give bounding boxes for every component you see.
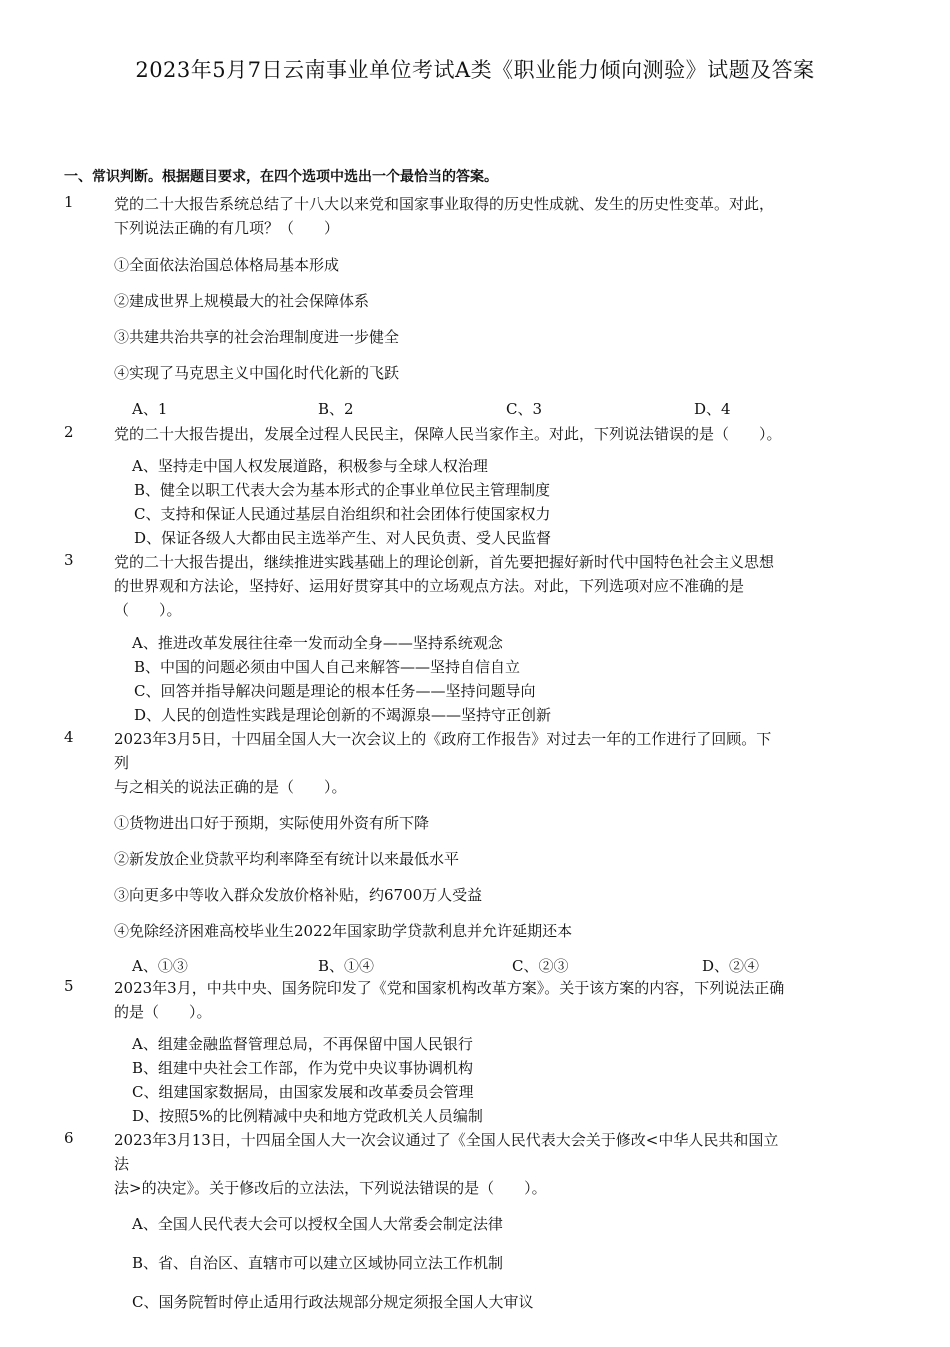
choice-c: C、3 [506, 400, 543, 418]
question-text-line: 2023年3月，中共中央、国务院印发了《党和国家机构改革方案》。关于该方案的内容，下列说法正确 [114, 979, 785, 997]
question-text-line: 2023年3月13日，十四届全国人大一次会议通过了《全国人民代表大会关于修改<中华人民共和国立 [114, 1131, 779, 1149]
statement: ①全面依法治国总体格局基本形成 [114, 256, 340, 274]
question-number: 5 [64, 977, 74, 995]
question-text-line: 党的二十大报告系统总结了十八大以来党和国家事业取得的历史性成就、发生的历史性变革。对此， [114, 195, 775, 213]
option-b: B、中国的问题必须由中国人自己来解答——坚持自信自立 [134, 658, 521, 676]
choice-b: B、①④ [318, 957, 375, 975]
section-heading: 一、常识判断。根据题目要求，在四个选项中选出一个最恰当的答案。 [64, 169, 498, 185]
option-a: A、全国人民代表大会可以授权全国人大常委会制定法律 [132, 1215, 503, 1233]
question-text-line: 党的二十大报告提出，继续推进实践基础上的理论创新，首先要把握好新时代中国特色社会主义思想 [114, 553, 775, 571]
option-b: B、健全以职工代表大会为基本形式的企事业单位民主管理制度 [134, 481, 551, 499]
statement: ④实现了马克思主义中国化时代化新的飞跃 [114, 364, 400, 382]
option-c: C、国务院暂时停止适用行政法规部分规定须报全国人大审议 [132, 1293, 534, 1311]
question-text-line: 2023年3月5日，十四届全国人大一次会议上的《政府工作报告》对过去一年的工作进行了回顾。下 [114, 730, 772, 748]
statement: ④免除经济困难高校毕业生2022年国家助学贷款利息并允许延期还本 [114, 922, 573, 940]
question-text-line: 下列说法正确的有几项？（ ） [114, 219, 340, 237]
option-a: A、坚持走中国人权发展道路，积极参与全球人权治理 [132, 457, 488, 475]
question-text-line: （ ）。 [114, 601, 182, 619]
option-a: A、推进改革发展往往牵一发而动全身——坚持系统观念 [132, 634, 503, 652]
choice-b: B、2 [318, 400, 354, 418]
question-text-line: 的是（ ）。 [114, 1003, 212, 1021]
choice-a: A、1 [132, 400, 168, 418]
question-number: 2 [64, 423, 74, 441]
option-c: C、支持和保证人民通过基层自治组织和社会团体行使国家权力 [134, 505, 551, 523]
option-d: D、保证各级人大都由民主选举产生、对人民负责、受人民监督 [134, 529, 552, 547]
question-text-line: 的世界观和方法论，坚持好、运用好贯穿其中的立场观点方法。对此，下列选项对应不准确的是 [114, 577, 745, 595]
question-text-line: 与之相关的说法正确的是（ ）。 [114, 778, 347, 796]
option-a: A、组建金融监督管理总局，不再保留中国人民银行 [132, 1035, 473, 1053]
choice-a: A、①③ [132, 957, 188, 975]
choice-d: D、4 [694, 400, 731, 418]
question-text-line: 法 [114, 1155, 130, 1173]
choice-c: C、②③ [512, 957, 569, 975]
statement: ②建成世界上规模最大的社会保障体系 [114, 292, 370, 310]
document-title: 2023年5月7日云南事业单位考试A类《职业能力倾向测验》试题及答案 [135, 58, 815, 82]
question-text-line: 列 [114, 754, 130, 772]
question-number: 4 [64, 728, 74, 746]
question-number: 1 [64, 193, 74, 211]
option-b: B、省、自治区、直辖市可以建立区域协同立法工作机制 [132, 1254, 504, 1272]
option-c: C、组建国家数据局，由国家发展和改革委员会管理 [132, 1083, 474, 1101]
question-number: 3 [64, 551, 74, 569]
statement: ②新发放企业贷款平均利率降至有统计以来最低水平 [114, 850, 460, 868]
question-text-line: 党的二十大报告提出，发展全过程人民民主，保障人民当家作主。对此，下列说法错误的是（ ）。 [114, 425, 782, 443]
option-b: B、组建中央社会工作部，作为党中央议事协调机构 [132, 1059, 474, 1077]
statement: ③共建共治共享的社会治理制度进一步健全 [114, 328, 400, 346]
statement: ③向更多中等收入群众发放价格补贴，约6700万人受益 [114, 886, 483, 904]
option-d: D、人民的创造性实践是理论创新的不竭源泉——坚持守正创新 [134, 706, 552, 724]
choice-d: D、②④ [702, 957, 760, 975]
question-number: 6 [64, 1129, 74, 1147]
option-c: C、回答并指导解决问题是理论的根本任务——坚持问题导向 [134, 682, 536, 700]
statement: ①货物进出口好于预期，实际使用外资有所下降 [114, 814, 430, 832]
option-d: D、按照5%的比例精减中央和地方党政机关人员编制 [132, 1107, 483, 1125]
question-text-line: 法>的决定》。关于修改后的立法法，下列说法错误的是（ ）。 [114, 1179, 547, 1197]
